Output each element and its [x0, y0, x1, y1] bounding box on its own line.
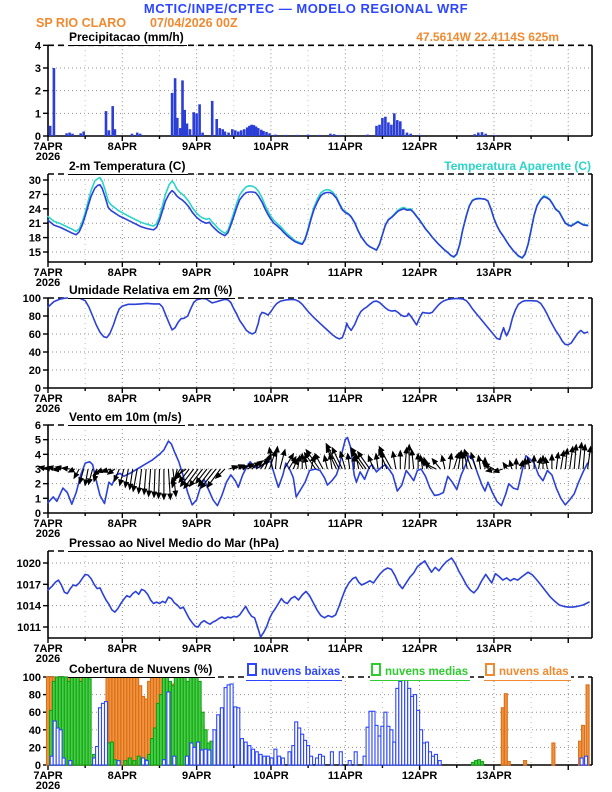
precip-bar: [234, 130, 237, 136]
cloud-bar: [241, 739, 244, 765]
cloud-bars-nuvens-altas: [47, 677, 590, 765]
x-tick-label: 13APR: [476, 770, 512, 782]
y-tick-label: 1017: [16, 579, 41, 592]
wind-arrow: [125, 469, 128, 487]
x-tick-label: 9APR: [181, 267, 212, 279]
precip-bar: [329, 134, 332, 136]
x-tick-label: 11APR: [327, 770, 363, 782]
precip-bars: [49, 68, 497, 136]
precip-bar: [384, 117, 387, 136]
cloud-bar: [435, 754, 438, 765]
y-tick-label: 60: [28, 707, 41, 720]
wind-arrow: [449, 454, 451, 469]
x-tick-label: 10APR: [253, 141, 289, 153]
precip-bar: [105, 111, 108, 136]
humidity-line: [48, 298, 588, 345]
wind-arrow: [261, 457, 270, 469]
wind-arrow: [539, 458, 541, 469]
x-year-label: 2026: [35, 277, 61, 289]
precip-bar: [390, 125, 393, 136]
x-tick-label: 11APR: [327, 393, 363, 405]
cloud-bar: [213, 730, 216, 765]
y-tick-label: 27: [28, 189, 41, 202]
panel-clouds: [23, 672, 592, 792]
precip-bar: [240, 130, 243, 136]
precip-bar: [418, 135, 421, 136]
wind-arrow: [275, 447, 277, 469]
cloud-bar: [281, 758, 284, 765]
cloud-bar: [167, 692, 170, 765]
cloud-bar: [330, 752, 333, 765]
wind-arrow: [442, 456, 445, 469]
cloud-bar: [255, 752, 258, 765]
y-tick-label: 0: [34, 760, 41, 772]
y-tick-label: 100: [22, 293, 41, 305]
x-tick-label: 13APR: [476, 393, 512, 405]
y-tick-label: 3: [34, 464, 41, 476]
y-tick-label: 40: [28, 347, 41, 359]
wind-arrow: [120, 469, 124, 485]
x-tick-label: 12APR: [401, 770, 438, 782]
wind-arrow: [393, 452, 396, 469]
y-tick-label: 15: [28, 247, 41, 259]
x-tick-label: 13APR: [476, 267, 512, 279]
cloud-bar: [173, 756, 176, 765]
panel-title-clouds: Cobertura de Nuvens (%): [68, 663, 215, 678]
cloud-bar: [230, 684, 233, 765]
precip-bar: [481, 132, 484, 136]
cloud-bar: [124, 761, 127, 765]
precip-bar: [224, 132, 227, 137]
cloud-bar: [267, 756, 270, 765]
legend-label: nuvens medias: [385, 666, 469, 678]
y-tick-label: 1014: [16, 600, 41, 613]
precip-bar: [231, 129, 234, 136]
x-tick-label: 8APR: [107, 518, 137, 530]
y-tick-label: 40: [28, 724, 41, 737]
cloud-bar: [208, 750, 211, 765]
precip-bar: [285, 135, 288, 136]
cloud-bar: [204, 749, 207, 765]
wind-arrow: [412, 450, 414, 469]
cloud-bar: [270, 758, 273, 765]
precip-bar: [201, 133, 204, 136]
cloud-bar: [481, 762, 484, 766]
precip-bar: [333, 134, 336, 136]
cloud-bar: [88, 679, 91, 765]
precip-bar: [402, 129, 405, 136]
wind-arrow: [305, 457, 307, 469]
precip-bar: [396, 120, 399, 136]
legend-item-high-clouds: [484, 663, 571, 681]
station-label: SP RIO CLARO: [36, 16, 127, 30]
x-year-label: 2026: [35, 151, 61, 163]
cloud-bar: [580, 758, 583, 765]
panel-title-humidity: Umidade Relativa em 2m (%): [68, 284, 235, 299]
precip-bar: [114, 129, 117, 136]
cloud-bar: [186, 756, 189, 765]
x-tick-label: 7APR: [33, 267, 63, 279]
x-tick-label: 10APR: [253, 643, 289, 655]
x-tick-label: 9APR: [181, 770, 212, 782]
y-tick-label: 80: [28, 311, 41, 323]
x-tick-label: 7APR: [33, 643, 63, 655]
cloud-bar: [348, 761, 351, 765]
y-tick-label: 6: [34, 420, 41, 432]
cloud-bar: [354, 752, 357, 765]
precip-bar: [243, 129, 246, 136]
wind-speed-line: [48, 438, 588, 506]
precip-bar: [378, 125, 381, 136]
precip-bar: [131, 134, 134, 136]
precip-bar: [65, 133, 68, 136]
cloud-bar: [113, 760, 116, 765]
cloud-bar: [142, 758, 145, 765]
cloud-bar: [310, 756, 313, 765]
x-tick-label: 11APR: [327, 518, 363, 530]
cloud-bar: [137, 756, 140, 765]
wind-arrow: [326, 444, 339, 469]
page-title: MCTIC/INPE/CPTEC — MODELO REGIONAL WRF: [143, 1, 469, 16]
precip-bar: [265, 132, 268, 136]
wind-arrow: [574, 445, 576, 469]
wind-arrow: [545, 458, 547, 469]
cloud-bar: [117, 761, 120, 765]
panel-title-apparent-temperature: Temperatura Aparente (C): [444, 159, 591, 173]
x-tick-label: 12APR: [401, 141, 438, 153]
panel-pressure: [17, 551, 592, 665]
cloud-bar: [145, 761, 148, 765]
wind-arrow: [479, 456, 481, 469]
y-tick-label: 80: [28, 689, 41, 702]
precip-bar: [387, 122, 390, 136]
x-tick-label: 8APR: [107, 770, 137, 782]
cloud-bar: [69, 761, 72, 765]
precip-bar: [473, 134, 476, 136]
y-tick-label: 1: [34, 493, 41, 506]
wind-arrow: [89, 469, 93, 484]
wind-arrow: [280, 450, 285, 469]
cloud-bar: [133, 761, 136, 765]
cloud-bar: [504, 694, 507, 765]
cloud-bar: [162, 760, 165, 765]
wind-arrow: [528, 458, 530, 469]
cloud-bar: [263, 756, 266, 765]
precip-bar: [195, 113, 198, 136]
high-clouds-swatch-icon: [485, 663, 495, 676]
panel-title-precipitation: Precipitacao (mm/h): [68, 31, 187, 46]
x-tick-label: 10APR: [253, 393, 289, 405]
mid-clouds-swatch-icon: [371, 663, 381, 676]
precip-bar: [274, 135, 277, 136]
precip-bar: [176, 118, 179, 136]
x-tick-label: 10APR: [253, 518, 289, 530]
precip-bar: [227, 133, 230, 136]
cloud-bar: [339, 752, 342, 765]
temperature-line: [48, 185, 588, 258]
wind-arrow: [583, 445, 585, 469]
y-tick-label: 0: [34, 383, 41, 395]
x-tick-label: 7APR: [33, 393, 63, 405]
precip-bar: [257, 128, 260, 136]
cloud-bar: [62, 758, 65, 765]
cloud-bar: [105, 702, 108, 765]
cloud-bar: [274, 749, 277, 765]
precip-bar: [494, 135, 497, 136]
panel-temperature: [29, 174, 592, 289]
y-tick-label: 2: [34, 478, 41, 491]
precip-bar: [215, 119, 218, 136]
precip-bar: [79, 133, 82, 136]
x-tick-label: 9APR: [181, 518, 212, 530]
precip-bar: [186, 124, 189, 137]
precip-bar: [406, 133, 409, 136]
wind-arrow: [561, 451, 564, 469]
cloud-bar: [193, 747, 196, 765]
precip-bar: [381, 118, 384, 136]
precip-bar: [183, 110, 186, 136]
y-tick-label: 30: [28, 175, 41, 187]
panel-humidity: [23, 293, 592, 415]
precip-bar: [477, 133, 480, 136]
x-tick-label: 12APR: [401, 267, 438, 279]
precip-bar: [82, 132, 85, 137]
wind-arrow: [579, 443, 582, 469]
wind-arrow: [298, 456, 300, 469]
panel-precipitation: [33, 40, 592, 163]
y-tick-label: 0: [34, 131, 41, 143]
precip-bar: [366, 135, 369, 136]
wind-arrow: [471, 453, 476, 469]
y-tick-label: 4: [34, 40, 41, 53]
location-label: 47.5614W 22.4114S 625m: [416, 30, 559, 44]
x-tick-label: 11APR: [327, 643, 363, 655]
precip-bar: [393, 113, 396, 136]
cloud-bar: [322, 756, 325, 765]
precip-bar: [307, 135, 310, 136]
y-tick-label: 1011: [17, 622, 41, 634]
panel-wind: [33, 420, 592, 540]
wind-arrow: [149, 469, 151, 496]
precip-bar: [108, 130, 111, 136]
y-tick-label: 60: [28, 329, 41, 341]
wind-arrow: [503, 463, 507, 469]
precip-bar: [237, 132, 240, 137]
panel-title-wind: Vento em 10m (m/s): [68, 411, 185, 426]
cloud-bar: [524, 761, 527, 765]
precip-bar: [484, 134, 487, 136]
y-tick-label: 0: [34, 508, 41, 520]
cloud-bar: [237, 708, 240, 765]
y-tick-label: 21: [28, 218, 41, 231]
wind-arrow: [588, 447, 591, 469]
run-timestamp: 07/04/2026 00Z: [150, 16, 238, 30]
x-tick-label: 13APR: [476, 643, 512, 655]
x-tick-label: 10APR: [253, 267, 289, 279]
wind-arrow: [510, 461, 512, 469]
precip-bar: [399, 121, 402, 136]
legend-item-mid-clouds: [370, 663, 470, 681]
x-year-label: 2026: [35, 528, 61, 540]
wind-arrow: [570, 447, 573, 469]
precip-bar: [53, 68, 56, 136]
cloud-bar: [259, 754, 262, 765]
wind-arrow: [85, 469, 88, 485]
apparent-temperature-line: [48, 178, 588, 259]
precip-bar: [71, 134, 74, 136]
y-tick-label: 24: [28, 203, 41, 216]
y-tick-label: 1: [34, 108, 41, 121]
precip-bar: [262, 131, 265, 136]
cloud-bar: [217, 715, 220, 765]
y-tick-label: 20: [28, 365, 41, 377]
legend-label: nuvens altas: [499, 666, 569, 678]
wind-arrows: [39, 443, 591, 499]
x-tick-label: 8APR: [107, 141, 137, 153]
x-tick-label: 9APR: [181, 643, 212, 655]
wind-arrow: [154, 469, 155, 497]
cloud-bar: [128, 758, 131, 765]
cloud-bar: [197, 742, 200, 765]
wind-arrow: [139, 469, 142, 493]
wind-arrow: [74, 469, 79, 478]
cloud-bar: [552, 743, 555, 765]
precip-bar: [171, 93, 174, 136]
cloud-bar: [586, 685, 589, 765]
legend-label: nuvens baixas: [261, 666, 341, 678]
cloud-bar: [220, 708, 223, 765]
x-tick-label: 12APR: [401, 643, 438, 655]
x-year-label: 2026: [35, 653, 61, 665]
x-tick-label: 9APR: [181, 393, 212, 405]
precip-bar: [338, 135, 341, 136]
precip-bar: [192, 112, 195, 136]
y-tick-label: 5: [34, 434, 41, 447]
wind-arrow: [348, 454, 350, 469]
cloud-bar: [438, 761, 441, 765]
low-clouds-swatch-icon: [247, 663, 257, 676]
wind-arrow: [53, 469, 61, 470]
cloud-bar: [507, 762, 510, 766]
x-tick-label: 10APR: [253, 770, 289, 782]
x-tick-label: 12APR: [401, 393, 438, 405]
y-tick-label: 2: [34, 85, 41, 98]
cloud-bar: [252, 749, 255, 765]
x-tick-label: 13APR: [476, 518, 512, 530]
x-tick-label: 7APR: [33, 518, 63, 530]
panel-title-pressure: Pressao ao Nivel Medio do Mar (hPa): [68, 537, 282, 552]
precip-bar: [189, 129, 192, 136]
wind-arrow: [159, 469, 160, 498]
y-tick-label: 18: [28, 232, 41, 245]
precip-bar: [409, 134, 412, 136]
x-year-label: 2026: [35, 780, 61, 792]
precip-bar: [198, 104, 201, 136]
wind-arrow: [144, 469, 146, 494]
precip-bar: [211, 101, 214, 136]
pressure-line: [48, 558, 589, 637]
x-tick-label: 7APR: [33, 141, 63, 153]
x-year-label: 2026: [35, 403, 61, 415]
cloud-bar: [288, 752, 291, 765]
panel-title-temperature: 2-m Temperatura (C): [68, 160, 188, 175]
x-tick-label: 12APR: [401, 518, 438, 530]
precip-bar: [296, 135, 299, 136]
cloud-bar: [278, 756, 281, 765]
x-tick-label: 11APR: [327, 267, 363, 279]
wind-arrow: [405, 448, 407, 469]
precip-bar: [136, 133, 139, 136]
cloud-bar: [585, 756, 588, 765]
y-tick-label: 3: [34, 62, 41, 75]
wind-arrow: [133, 469, 137, 491]
x-tick-label: 8APR: [107, 267, 137, 279]
precip-bar: [218, 128, 221, 136]
x-tick-label: 11APR: [327, 141, 363, 153]
wind-arrow: [315, 454, 323, 469]
precip-bar: [139, 134, 142, 136]
wind-arrow: [376, 454, 378, 469]
cloud-bar: [248, 746, 251, 765]
precip-bar: [268, 133, 271, 136]
precip-bar: [68, 133, 71, 136]
x-tick-label: 8APR: [107, 393, 137, 405]
legend-item-low-clouds: [246, 663, 342, 681]
x-tick-label: 8APR: [107, 643, 137, 655]
x-tick-label: 13APR: [476, 141, 512, 153]
cloud-bar: [200, 750, 203, 765]
y-tick-label: 4: [34, 449, 41, 462]
precip-bar: [250, 125, 253, 136]
x-tick-label: 7APR: [33, 770, 63, 782]
precip-bar: [375, 126, 378, 136]
wind-arrow: [421, 456, 423, 469]
precip-bar: [49, 126, 52, 136]
x-tick-label: 9APR: [181, 141, 212, 153]
wind-arrow: [556, 453, 558, 469]
cloud-bar: [244, 742, 247, 765]
wind-arrow: [324, 456, 327, 469]
wind-arrow: [114, 469, 119, 481]
y-tick-label: 1020: [16, 558, 41, 570]
y-tick-label: 20: [28, 742, 41, 755]
precip-bar: [318, 135, 321, 136]
wind-arrow: [565, 449, 567, 469]
y-tick-label: 100: [22, 672, 41, 684]
